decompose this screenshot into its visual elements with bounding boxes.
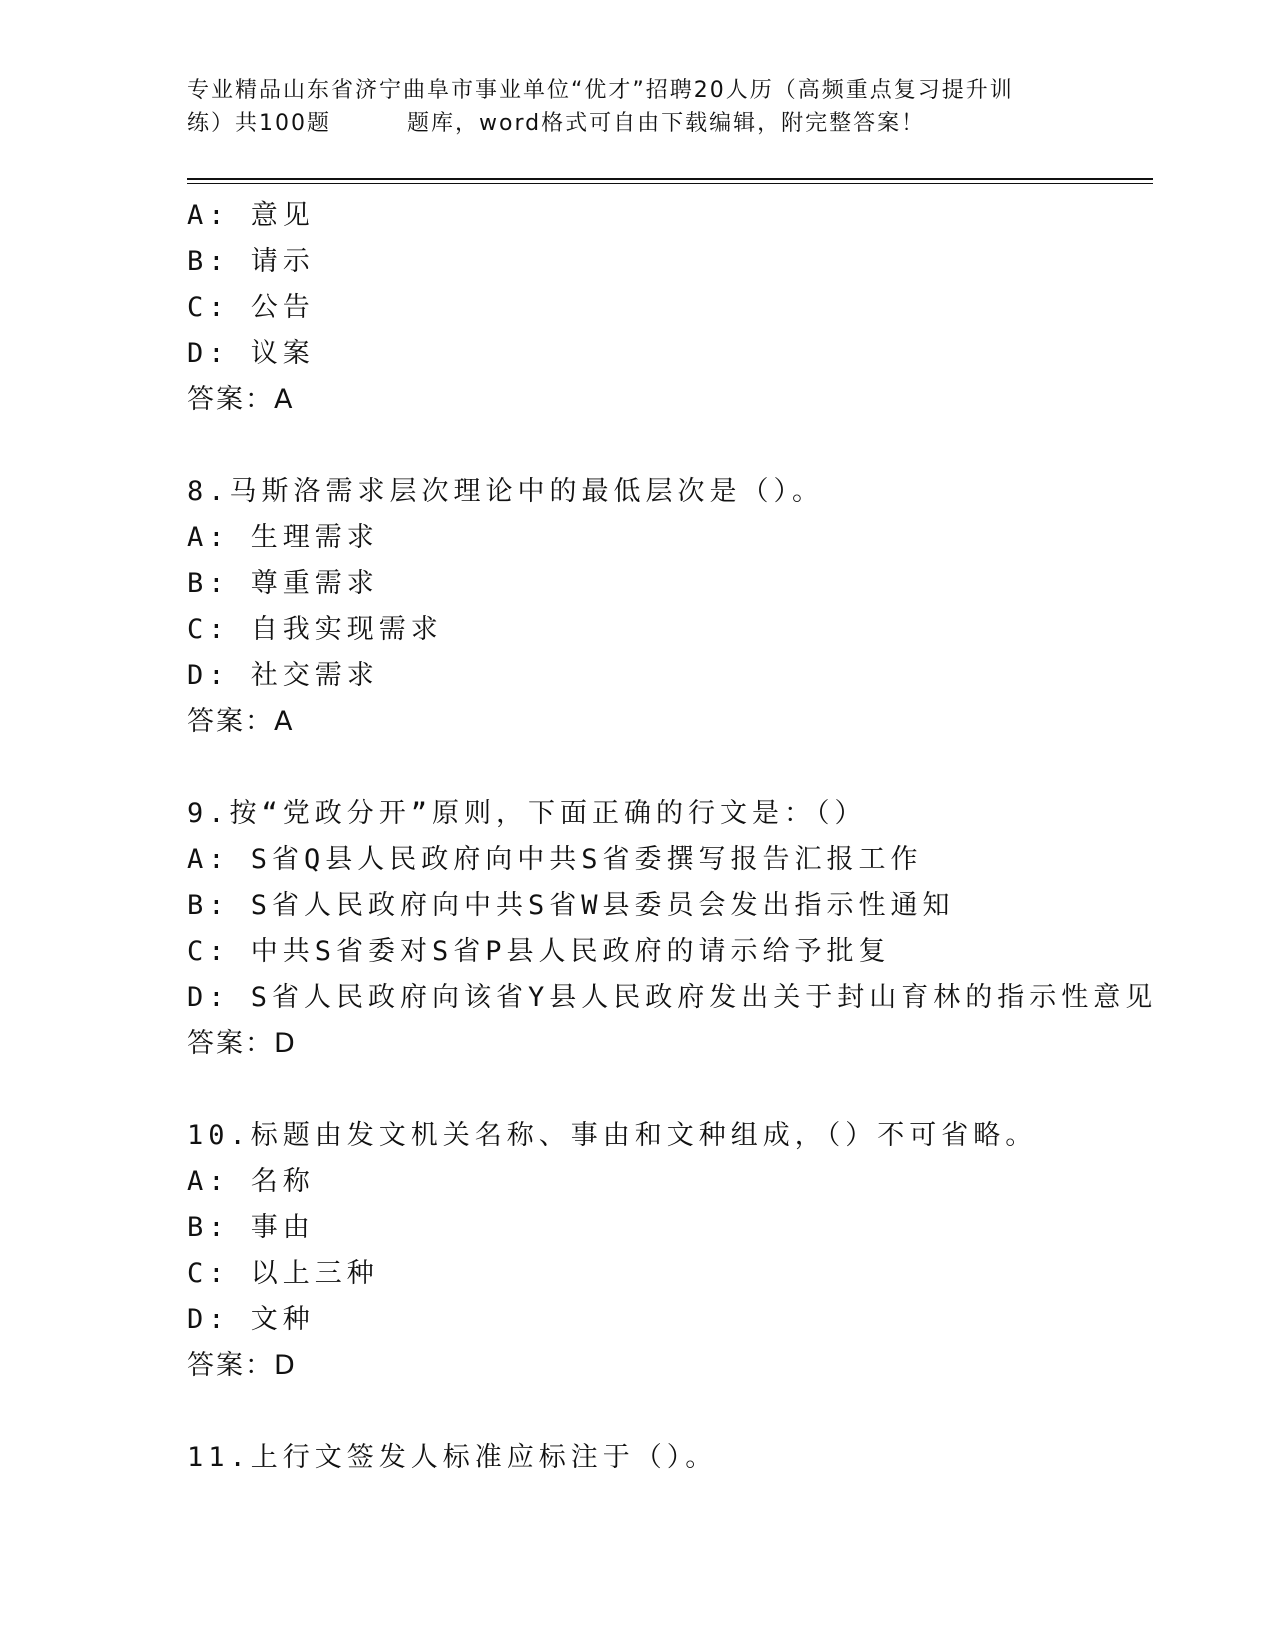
q7-option-d: D: 议案: [187, 338, 315, 369]
q9-option-d: D: S省人民政府向该省Y县人民政府发出关于封山育林的指示性意见: [187, 982, 1158, 1013]
q8-option-b: B: 尊重需求: [187, 568, 379, 599]
q9-option-c: C: 中共S省委对S省P县人民政府的请示给予批复: [187, 936, 891, 967]
q8-answer: 答案：A: [187, 706, 295, 737]
q10-answer: 答案：D: [187, 1350, 297, 1381]
header-line-2-end: 题库，word格式可自由下载编辑，附完整答案！: [407, 111, 926, 136]
q8-question: 8.马斯洛需求层次理论中的最低层次是（）。: [187, 476, 825, 507]
q8-option-d: D: 社交需求: [187, 660, 379, 691]
header-line-2-start: 练）共100题: [187, 111, 331, 136]
q9-question: 9.按“党政分开”原则，下面正确的行文是：（）: [187, 798, 867, 829]
header-rule-thin: [187, 183, 1153, 184]
document-header: [187, 74, 1087, 140]
q10-option-c: C: 以上三种: [187, 1258, 379, 1289]
header-line-1: 专业精品山东省济宁曲阜市事业单位“优才”招聘20人历（高频重点复习提升训: [187, 78, 1014, 103]
q7-option-c: C: 公告: [187, 292, 315, 323]
q7-option-a: A: 意见: [187, 200, 315, 231]
q7-answer: 答案：A: [187, 384, 295, 415]
q8-option-c: C: 自我实现需求: [187, 614, 443, 645]
q7-option-b: B: 请示: [187, 246, 315, 277]
q9-answer: 答案：D: [187, 1028, 297, 1059]
q9-option-a: A: S省Q县人民政府向中共S省委撰写报告汇报工作: [187, 844, 923, 875]
q10-question: 10.标题由发文机关名称、事由和文种组成，（）不可省略。: [187, 1120, 1038, 1151]
q10-option-a: A: 名称: [187, 1166, 315, 1197]
q11-question: 11.上行文签发人标准应标注于（）。: [187, 1442, 718, 1473]
q10-option-b: B: 事由: [187, 1212, 315, 1243]
header-rule-thick: [187, 178, 1153, 180]
q9-option-b: B: S省人民政府向中共S省W县委员会发出指示性通知: [187, 890, 955, 921]
q8-option-a: A: 生理需求: [187, 522, 379, 553]
q10-option-d: D: 文种: [187, 1304, 315, 1335]
header-line-2: [187, 107, 1087, 140]
